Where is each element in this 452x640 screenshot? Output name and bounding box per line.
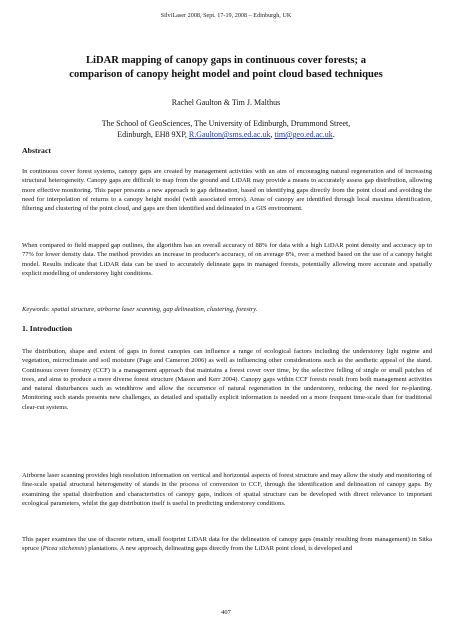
affiliation bbox=[40, 118, 412, 140]
title-line-2: comparison of canopy height model and point cloud based techniques bbox=[69, 69, 383, 80]
affiliation-line-1: The School of GeoSciences, The University of Edinburgh, Drummond Street, bbox=[101, 119, 351, 128]
running-header: SilviLaser 2008, Sept. 17-19, 2008 – Edinburgh, UK bbox=[160, 12, 292, 19]
introduction-paragraph-2: Airborne laser scanning provides high resolution information on vertical and horizontal aspects of forest structure and may allow the study and monitoring of fine-scale spatial structural heterogeneity of stands in the process of conversion to CCF, through the identification and delineation of canopy gaps. By examining the spatial distribution and characteristics of canopy gaps, indices of spatial structure can be developed with direct relevance to important ecological parameters, whilst the gap distribution itself is useful in predicting understorey conditions. bbox=[22, 472, 432, 507]
affiliation-end: . bbox=[332, 130, 335, 139]
introduction-heading: 1. Introduction bbox=[22, 324, 73, 333]
species-name: Picea sitchensis bbox=[42, 545, 85, 553]
email-link-gaulton[interactable]: R.Gaulton@sms.ed.ac.uk bbox=[188, 130, 271, 139]
affiliation-address: Edinburgh, EH8 9XP, bbox=[117, 130, 189, 139]
introduction-paragraph-3 bbox=[22, 535, 432, 554]
email-separator: , bbox=[270, 130, 275, 139]
page-number: 407 bbox=[221, 609, 231, 616]
intro-p3-end: ) plantations. A new approach, delineating gaps directly from the LiDAR point cloud, is developed and bbox=[84, 545, 352, 553]
abstract-paragraph-1: In continuous cover forest systems, canopy gaps are created by management activities with an aim of encouraging natural regeneration and of increasing structural heterogeneity. Canopy gaps are difficult to map from the ground and LiDAR may provide a means to accurately assess gap distribution, allowing more effective monitoring. This paper presents a new approach to gap delineation, based on identifying gaps directly from the point cloud and avoiding the need for interpolation of returns to a canopy height model (with associated errors). Areas of canopy are identified through local maxima identification, filtering and clustering of the point cloud, and gaps are then identified and delineated in a GIS environment. bbox=[22, 168, 432, 213]
intro-p3-start: This paper examines the use of discrete return, small footprint LiDAR data for the delineation of canopy gaps (mainly resulting from management) in Sitka spruce ( bbox=[22, 536, 432, 553]
paper-title bbox=[40, 54, 412, 82]
email-link-malthus[interactable]: tim@geo.ed.ac.uk bbox=[274, 130, 333, 139]
introduction-paragraph-1: The distribution, shape and extent of gaps in forest canopies can influence a range of ecological factors including the understorey light regime and vegetation, microclimate and soil moisture (Page and Cameron 2006) as well as influencing other considerations such as the aesthetic appeal of the stand. Continuous cover forestry (CCF) is a management approach that maintains a forest cover over time, by the selective felling of single or small patches of trees, and aims to produce a more diverse forest structure (Mason and Kerr 2004). Canopy gaps within CCF forests result from both management activities and natural disturbances such as windthrow and allow the occurrence of natural regeneration in the understorey, reducing the need for re-planting. Monitoring such stands presents new challenges, as detailed and spatially explicit information is needed on a more frequent time-scale than for traditional clear-cut systems. bbox=[22, 348, 432, 411]
title-line-1: LiDAR mapping of canopy gaps in continuous cover forests; a bbox=[85, 55, 367, 66]
abstract-heading: Abstract bbox=[22, 146, 52, 155]
keywords: Keywords: spatial structure, airborne laser scanning, gap delineation, clustering, forestry. bbox=[22, 306, 258, 313]
abstract-paragraph-2: When compared to field mapped gap outlines, the algorithm has an overall accuracy of 88% for data with a high LiDAR point density and accuracy up to 77% for lower density data. The method provides an increase in producer's accuracy, of on average 8%, over a method based on the use of a canopy height model. Results indicate that LiDAR data can be used to accurately delineate gaps in managed forests, potentially allowing more accurate and spatially explicit modelling of understorey light conditions. bbox=[22, 242, 432, 277]
authors: Rachel Gaulton & Tim J. Malthus bbox=[171, 98, 281, 107]
